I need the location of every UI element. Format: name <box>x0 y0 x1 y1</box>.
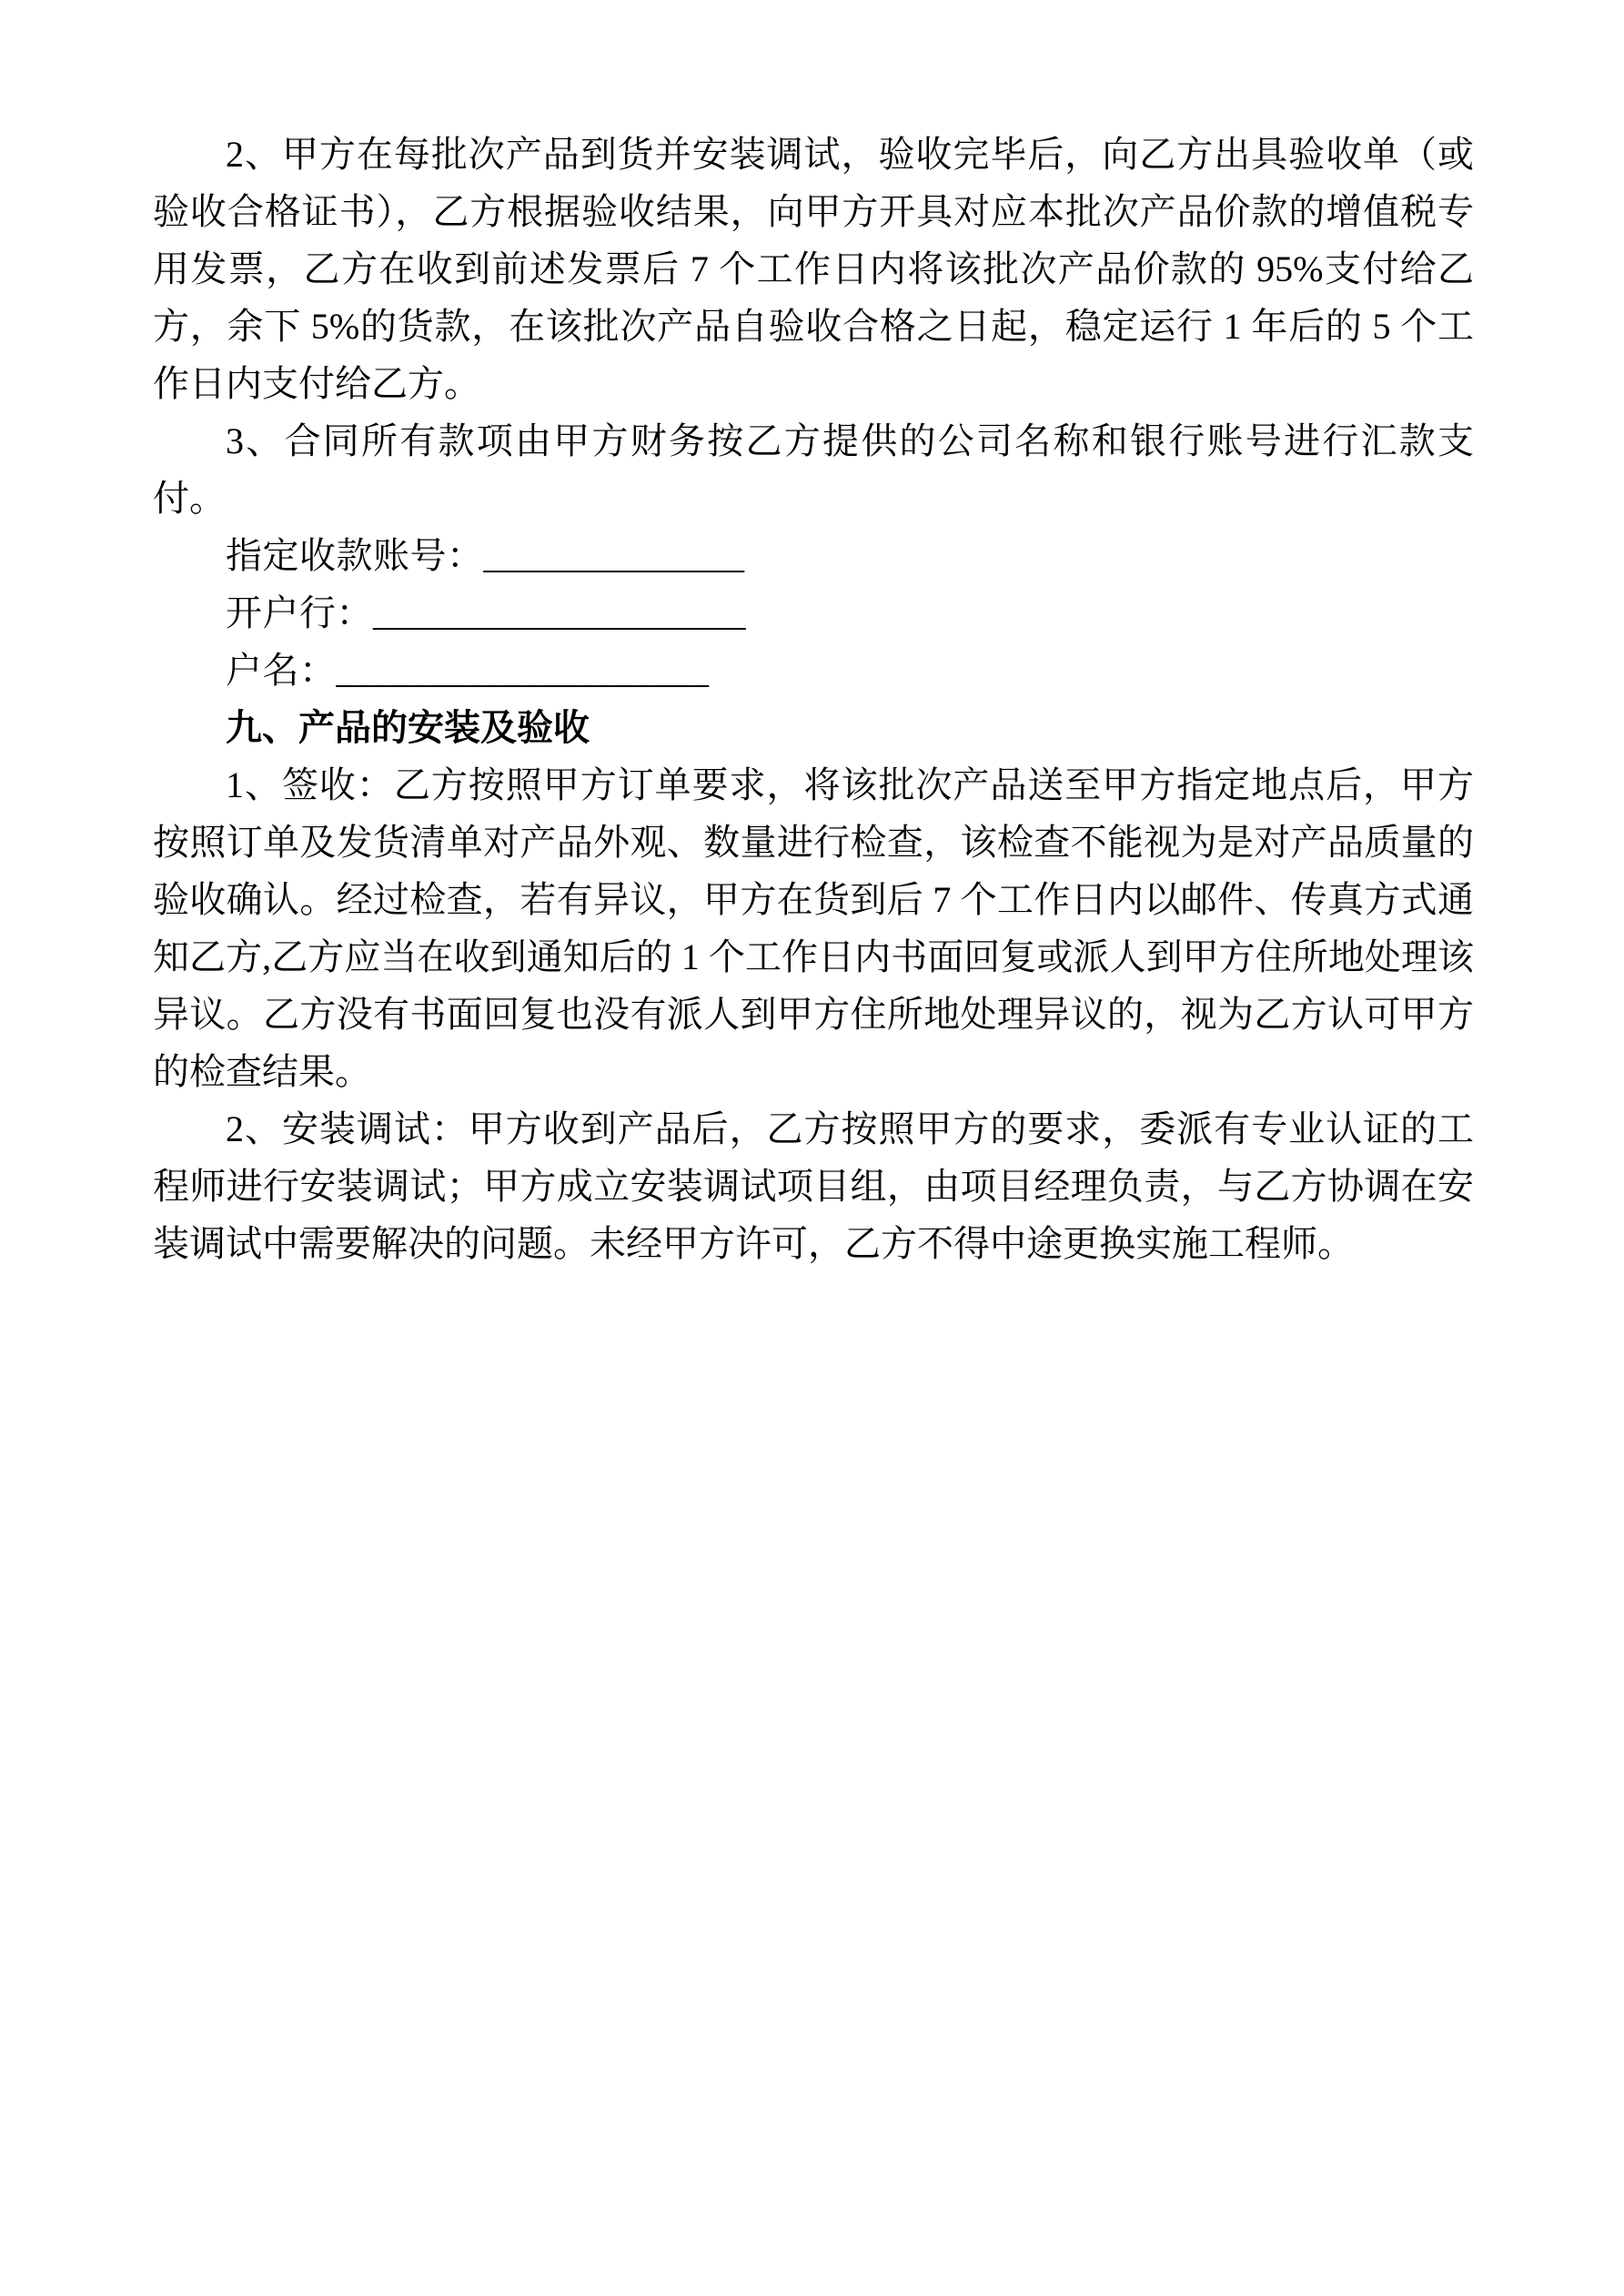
paragraph-payment-clause-2: 2、甲方在每批次产品到货并安装调试，验收完毕后，向乙方出具验收单（或验收合格证书），乙方根据验收结果，向甲方开具对应本批次产品价款的增值税专用发票，乙方在收到前述发票后 7 个工作日内将该批次产品价款的 95%支付给乙方，余下 5%的货款，在该批次产品自验收合格之日起，稳定运行 1 年后的 5 个工作日内支付给乙方。 <box>153 134 1474 404</box>
field-account-number: 指定收款账号：______________ <box>226 535 745 576</box>
paragraph-sign-off-clause-1: 1、签收：乙方按照甲方订单要求，将该批次产品送至甲方指定地点后，甲方按照订单及发货清单对产品外观、数量进行检查，该检查不能视为是对产品质量的验收确认。经过检查，若有异议，甲方在货到后 7 个工作日内以邮件、传真方式通知乙方,乙方应当在收到通知后的 1 个工作日内书面回复或派人到甲方住所地处理该异议。乙方没有书面回复也没有派人到甲方住所地处理异议的，视为乙方认可甲方的检查结果。 <box>153 764 1474 1092</box>
section-heading-installation-acceptance: 九、产品的安装及验收 <box>226 707 590 748</box>
document-body <box>153 126 1474 1272</box>
field-bank: 开户行：____________________ <box>226 592 746 633</box>
field-account-name: 户名：____________________ <box>226 650 710 691</box>
paragraph-payment-clause-3: 3、合同所有款项由甲方财务按乙方提供的公司名称和银行账号进行汇款支付。 <box>153 420 1474 519</box>
paragraph-installation-clause-2: 2、安装调试：甲方收到产品后，乙方按照甲方的要求，委派有专业认证的工程师进行安装调试；甲方成立安装调试项目组，由项目经理负责，与乙方协调在安装调试中需要解决的问题。未经甲方许可，乙方不得中途更换实施工程师。 <box>153 1108 1474 1264</box>
